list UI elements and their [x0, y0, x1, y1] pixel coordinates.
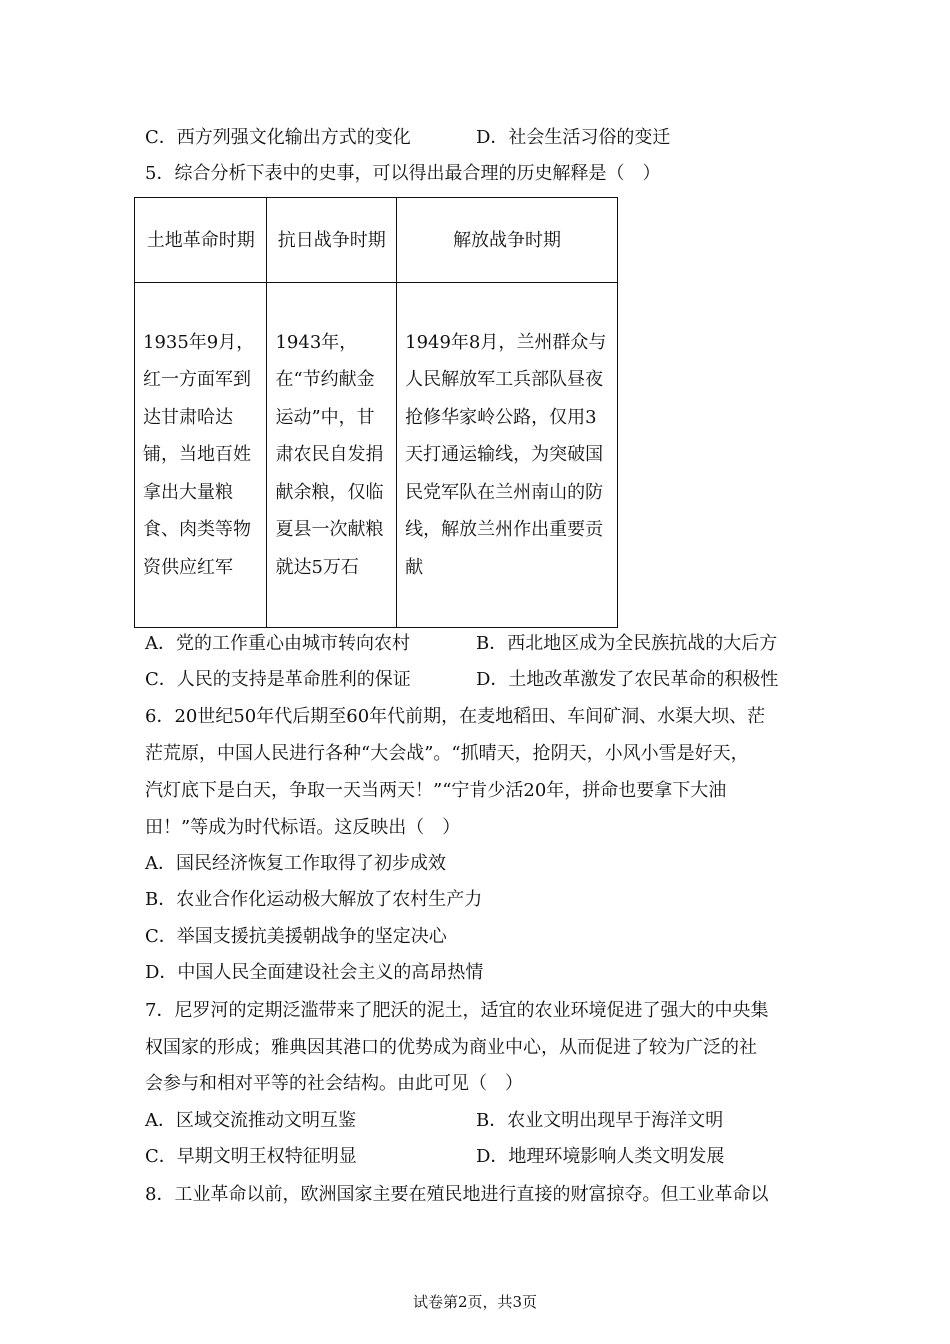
table-header-anti-japanese-war: 抗日战争时期 — [267, 198, 397, 283]
table-header-row — [135, 198, 618, 283]
table-cell-land-revolution: 1935年9月，红一方面军到达甘肃哈达铺，当地百姓拿出大量粮食、肉类等物资供应红军 — [135, 283, 267, 628]
q5-option-b: B．西北地区成为全民族抗战的大后方 — [476, 633, 778, 654]
q6-stem-line-4: 田！”等成为时代标语。这反映出（ ） — [145, 817, 461, 838]
prev-option-d: D．社会生活习俗的变迁 — [476, 127, 671, 148]
q6-stem-line-3: 汽灯底下是白天，争取一天当两天！”“宁肯少活20年，拼命也要拿下大油 — [145, 780, 727, 801]
q6-stem-line-2: 茫荒原，中国人民进行各种“大会战”。“抓晴天，抢阴天，小风小雪是好天， — [145, 743, 749, 764]
q5-stem: 5．综合分析下表中的史事，可以得出最合理的历史解释是（ ） — [145, 163, 661, 184]
table-header-land-revolution: 土地革命时期 — [135, 198, 267, 283]
q6-option-b: B．农业合作化运动极大解放了农村生产力 — [145, 889, 483, 910]
q6-option-d: D．中国人民全面建设社会主义的高昂热情 — [145, 962, 484, 983]
q5-option-a: A．党的工作重心由城市转向农村 — [145, 633, 410, 654]
table-header-liberation-war: 解放战争时期 — [397, 198, 618, 283]
q7-stem-line-1: 7．尼罗河的定期泛滥带来了肥沃的泥土，适宜的农业环境促进了强大的中央集 — [145, 1000, 769, 1021]
q7-option-b: B．农业文明出现早于海洋文明 — [476, 1110, 724, 1131]
q7-option-d: D．地理环境影响人类文明发展 — [476, 1146, 725, 1167]
q7-stem-line-3: 会参与和相对平等的社会结构。由此可见（ ） — [145, 1073, 523, 1094]
q7-option-a: A．区域交流推动文明互鉴 — [145, 1110, 356, 1131]
q6-option-a: A．国民经济恢复工作取得了初步成效 — [145, 853, 446, 874]
q6-stem-line-1: 6．20世纪50年代后期至60年代前期，在麦地稻田、车间矿洞、水渠大坝、茫 — [145, 706, 766, 727]
q7-stem-line-2: 权国家的形成；雅典因其港口的优势成为商业中心，从而促进了较为广泛的社 — [145, 1037, 757, 1058]
page-footer: 试卷第2页，共3页 — [412, 1293, 538, 1311]
q5-history-table — [134, 197, 618, 628]
q5-option-c: C．人民的支持是革命胜利的保证 — [145, 669, 411, 690]
q6-option-c: C．举国支援抗美援朝战争的坚定决心 — [145, 926, 447, 947]
table-cell-anti-japanese-war: 1943年，在“节约献金运动”中，甘肃农民自发捐献余粮，仅临夏县一次献粮就达5万石 — [267, 283, 397, 628]
table-row — [135, 283, 618, 628]
q7-option-c: C．早期文明王权特征明显 — [145, 1146, 357, 1167]
prev-option-c: C．西方列强文化输出方式的变化 — [145, 127, 411, 148]
q5-option-d: D．土地改革激发了农民革命的积极性 — [476, 669, 779, 690]
q8-stem-line-1: 8．工业革命以前，欧洲国家主要在殖民地进行直接的财富掠夺。但工业革命以 — [145, 1184, 769, 1205]
table-cell-liberation-war: 1949年8月，兰州群众与人民解放军工兵部队昼夜抢修华家岭公路，仅用3天打通运输线，为突破国民党军队在兰州南山的防线，解放兰州作出重要贡献 — [397, 283, 618, 628]
